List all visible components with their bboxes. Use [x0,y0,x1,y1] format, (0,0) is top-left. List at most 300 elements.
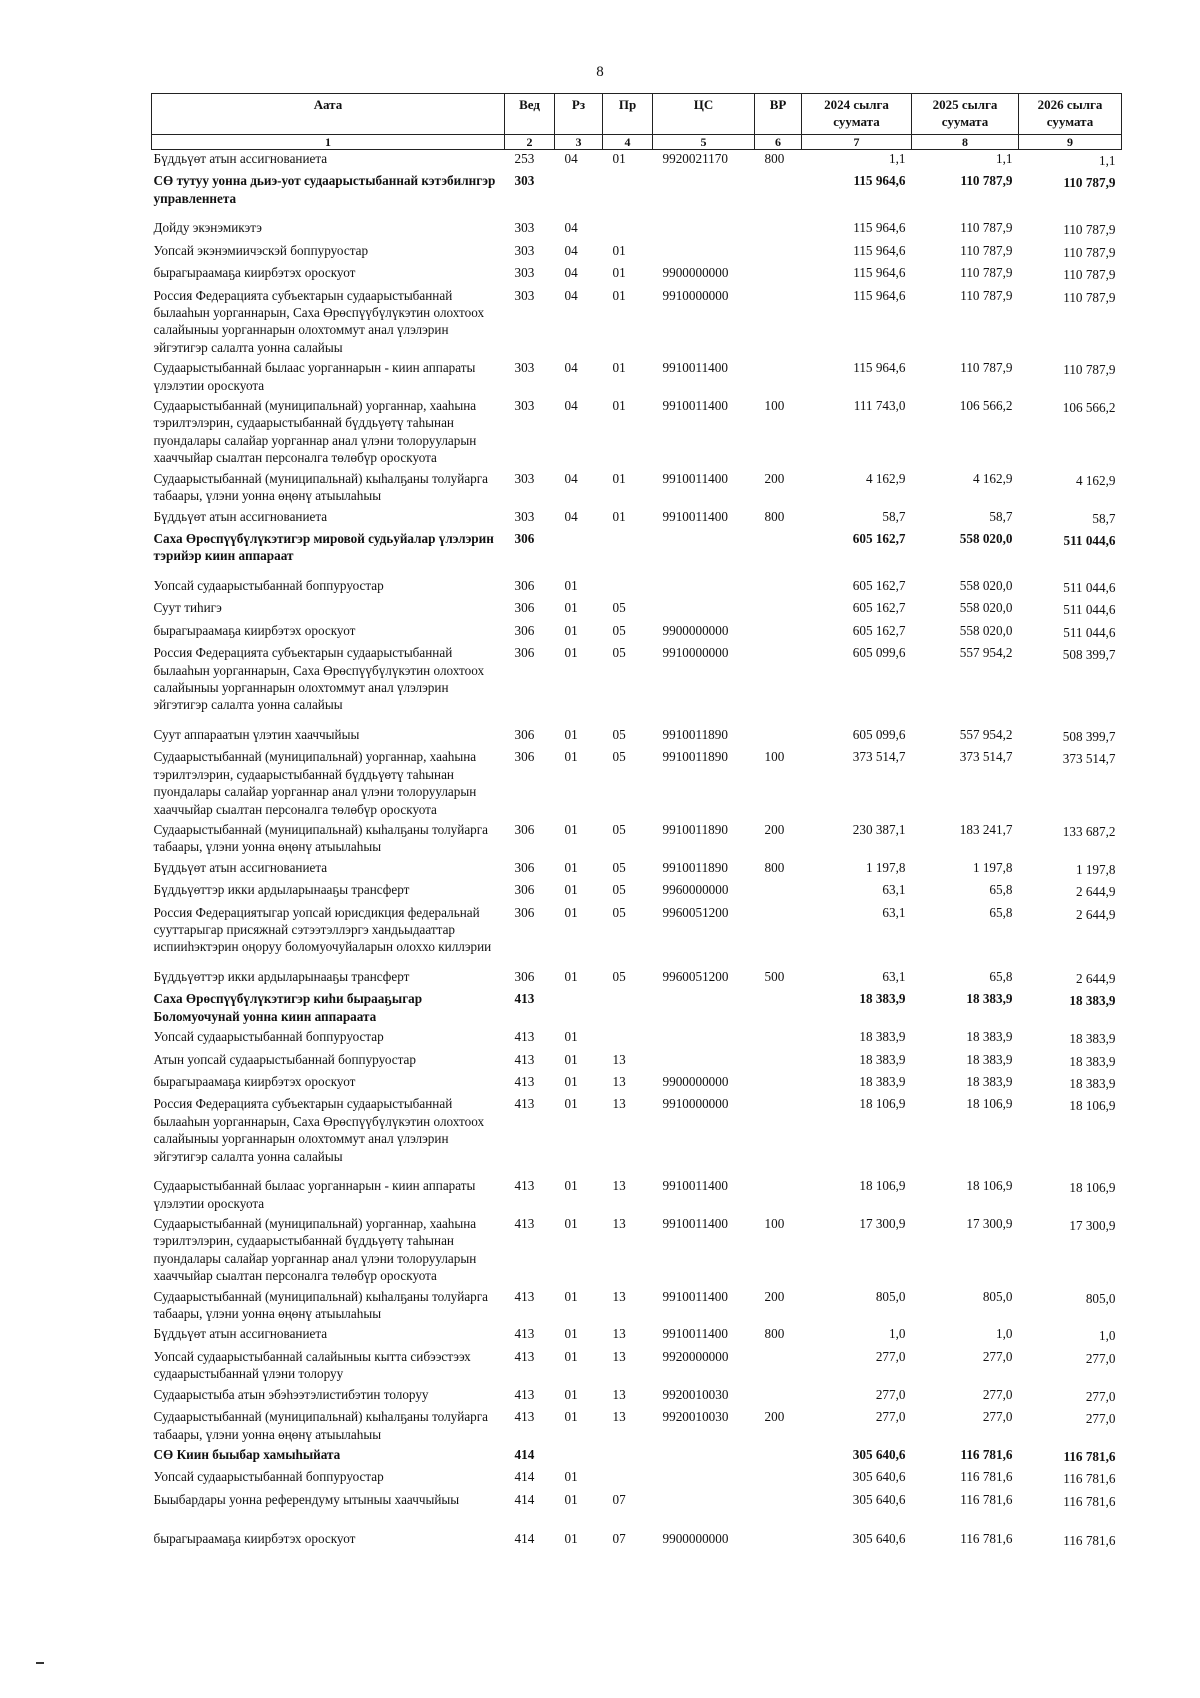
row-amount-2025: 18 383,9 [966,991,1013,1007]
row-amount-2024: 115 964,6 [853,173,906,189]
row-name: Судаарыстыбаннай былаас уорганнарын - киин аппараты үлэлэтии ороскуота [153,360,476,393]
table-row [152,1095,1122,1177]
table-row [152,530,1122,577]
row-ved: 253 [514,151,535,166]
row-ved: 413 [514,1409,535,1425]
row-cs [653,1446,755,1468]
row-name: бырагыраамаҕа киирбэтэх ороскуот [153,622,356,638]
row-rz: 01 [564,726,578,742]
row-amount-2024: 115 964,6 [853,220,906,236]
row-name: бырагыраамаҕа киирбэтэх ороскуот [153,265,356,281]
row-amount-2026: 1,0 [1099,1328,1116,1344]
row-name: Бүддьүөт атын ассигнованиета [153,1326,328,1342]
row-amount-2025: 558 020,0 [959,600,1013,616]
row-amount-2026: 133 687,2 [1062,823,1116,839]
row-ved: 306 [514,904,535,920]
row-pr: 13 [612,1409,626,1425]
row-cs [653,172,755,219]
row-cs: 9920010030 [662,1409,729,1425]
col-header-rz: Рз [555,94,603,135]
row-pr [603,530,653,577]
row-cs: 9910011400 [662,1215,728,1231]
col-number: 1 [152,135,505,150]
margin-mark [36,1662,44,1664]
col-number: 3 [555,135,603,150]
row-ved: 413 [514,1215,535,1231]
row-pr [603,1468,653,1490]
table-body [152,150,1122,1553]
row-pr: 05 [612,600,626,616]
row-vr [755,264,802,286]
row-name: Суут тиһигэ [153,600,222,616]
row-rz: 04 [564,265,578,281]
row-amount-2024: 605 099,6 [852,645,906,661]
row-ved: 303 [514,360,535,376]
table-row [152,1491,1122,1530]
row-cs: 9920021170 [662,151,728,166]
row-name: СӨ тутуу уонна дьиэ-уот судаарыстыбаннай кэтэбилнгэр управленнета [153,173,496,206]
row-name: Уопсай судаарыстыбаннай боппуруостар [153,577,384,593]
row-rz: 01 [564,968,578,984]
table-row [152,172,1122,219]
row-ved: 413 [514,1288,535,1304]
row-rz: 01 [564,645,578,661]
row-rz: 01 [564,749,578,765]
row-cs: 9900000000 [662,1531,729,1547]
row-amount-2026: 373 514,7 [1062,751,1116,767]
row-pr: 01 [612,242,626,258]
row-vr [755,1348,802,1386]
table-row [152,599,1122,621]
row-amount-2026: 18 383,9 [1069,1075,1116,1091]
row-amount-2026: 58,7 [1092,510,1116,526]
row-amount-2026: 277,0 [1085,1350,1116,1366]
row-amount-2025: 277,0 [982,1386,1013,1402]
row-amount-2026: 110 787,9 [1063,362,1116,378]
table-row [152,242,1122,264]
row-cs: 9910011890 [662,749,728,765]
row-pr: 13 [612,1386,626,1402]
row-amount-2026: 116 781,6 [1063,1471,1116,1487]
row-pr: 13 [612,1326,626,1342]
row-vr [755,1491,802,1530]
row-name: Россия Федерациятыгар уопсай юрисдикция федеральнай сууттарыгар присяжнай сэтээтэллэргэ хандьыдааттар испииһэктэрин оңоруу боломуочуйаларын олоххо киллэрии [153,904,492,955]
row-name: Россия Федерацията субъектарын судаарыстыбаннай былааһын уорганнарын, Саха Өрөспүүбүлүкэтин олохтоох салайыныы уорганнарын олохтоммут анал үлэлэрин эйгэтигэр салалта уонна салайыы [153,645,485,713]
row-amount-2026: 18 383,9 [1069,993,1116,1009]
row-amount-2026: 106 566,2 [1062,400,1116,416]
row-amount-2026: 18 106,9 [1069,1098,1116,1114]
row-amount-2024: 805,0 [875,1288,906,1304]
table-row [152,1028,1122,1050]
row-ved: 414 [514,1447,535,1462]
row-amount-2024: 605 162,7 [852,600,906,616]
row-pr: 01 [612,265,626,281]
row-pr: 05 [612,968,626,984]
row-rz: 01 [564,1215,578,1231]
row-vr [755,1446,802,1468]
row-rz: 01 [564,1288,578,1304]
row-ved: 306 [514,726,535,742]
row-amount-2026: 18 383,9 [1069,1053,1116,1069]
row-vr [755,1028,802,1050]
row-rz [555,530,603,577]
row-vr [755,242,802,264]
row-vr [755,577,802,599]
row-pr [603,1446,653,1468]
col-number: 4 [603,135,653,150]
table-row [152,726,1122,748]
row-vr [755,622,802,644]
row-amount-2024: 305 640,6 [852,1447,906,1462]
row-amount-2025: 58,7 [989,508,1013,524]
row-cs: 9910000000 [662,645,729,661]
row-vr [755,726,802,748]
row-rz: 01 [564,1178,578,1194]
row-pr: 01 [612,360,626,376]
row-name: Бүддьүөттэр икки ардыларынааҕы трансферт [153,968,410,984]
row-amount-2025: 277,0 [982,1409,1013,1425]
row-cs: 9910011400 [662,1178,728,1194]
row-cs: 9910011890 [662,726,728,742]
row-vr [755,1468,802,1490]
row-cs [653,1051,755,1073]
row-rz: 01 [564,1491,578,1507]
row-rz: 01 [564,821,578,837]
row-amount-2024: 1 197,8 [865,859,906,875]
row-amount-2025: 110 787,9 [960,173,1013,189]
row-rz: 04 [564,360,578,376]
table-row [152,1386,1122,1408]
row-amount-2026: 2 644,9 [1075,970,1116,986]
row-cs: 9900000000 [662,265,729,281]
row-amount-2025: 18 383,9 [966,1051,1013,1067]
row-pr: 07 [612,1491,626,1507]
row-vr [755,1386,802,1408]
row-amount-2024: 305 640,6 [852,1491,906,1507]
row-amount-2024: 305 640,6 [852,1469,906,1485]
row-pr: 13 [612,1051,626,1067]
row-amount-2024: 18 383,9 [859,1051,906,1067]
row-ved: 413 [514,1096,535,1112]
row-cs [653,577,755,599]
row-vr [755,1177,802,1215]
row-vr: 800 [764,859,785,875]
row-rz: 01 [564,577,578,593]
row-cs: 9910011400 [662,398,728,414]
row-vr: 800 [764,1326,785,1342]
row-amount-2025: 106 566,2 [959,398,1013,414]
row-cs: 9960051200 [662,968,729,984]
table-row [152,748,1122,821]
row-amount-2025: 557 954,2 [959,645,1013,661]
row-vr [755,1095,802,1177]
row-rz: 01 [564,600,578,616]
row-amount-2026: 110 787,9 [1063,267,1116,283]
row-cs: 9960000000 [662,882,729,898]
table-row [152,287,1122,360]
row-pr: 05 [612,904,626,920]
header-row [152,94,1122,135]
row-amount-2025: 65,8 [989,968,1013,984]
row-amount-2024: 605 162,7 [852,531,906,547]
table-row [152,968,1122,990]
row-pr: 13 [612,1073,626,1089]
row-amount-2025: 17 300,9 [966,1215,1013,1231]
row-pr: 05 [612,622,626,638]
row-amount-2026: 277,0 [1085,1388,1116,1404]
row-ved: 303 [514,242,535,258]
row-amount-2026: 110 787,9 [1063,244,1116,260]
row-ved: 303 [514,220,535,236]
row-ved: 303 [514,173,535,189]
row-pr: 01 [612,151,626,166]
row-name: Судаарыстыбаннай былаас уорганнарын - киин аппараты үлэлэтии ороскуота [153,1178,476,1211]
table-row [152,1073,1122,1095]
row-pr: 05 [612,645,626,661]
row-rz: 04 [564,470,578,486]
row-amount-2026: 110 787,9 [1063,289,1116,305]
row-amount-2025: 110 787,9 [960,220,1013,236]
row-amount-2025: 277,0 [982,1348,1013,1364]
row-pr: 01 [612,287,626,303]
row-cs: 9920010030 [662,1386,729,1402]
row-vr [755,644,802,726]
table-row [152,622,1122,644]
row-amount-2025: 116 781,6 [960,1531,1013,1547]
row-rz: 01 [564,1073,578,1089]
row-rz: 01 [564,882,578,898]
table-row [152,397,1122,470]
row-rz: 01 [564,904,578,920]
col-header-vr: ВР [755,94,802,135]
col-number: 5 [653,135,755,150]
row-amount-2024: 115 964,6 [853,265,906,281]
row-amount-2024: 63,1 [882,968,906,984]
row-amount-2024: 111 743,0 [853,398,906,414]
row-name: Уопсай судаарыстыбаннай боппуруостар [153,1469,384,1485]
row-amount-2024: 115 964,6 [853,287,906,303]
table-row [152,1446,1122,1468]
row-name: Судаарыстыбаннай (муниципальнай) уорганнар, хааһына тэрилтэлэрин, судаарыстыбаннай бүддьүөтү таһынан пуондалары салайар уорганнар анал үлэни толорууларын хааччыйар сыалтан персоналга төлөбүр ороскуота [153,749,477,817]
row-amount-2025: 1,1 [996,151,1013,166]
row-amount-2026: 511 044,6 [1063,624,1116,640]
row-amount-2024: 277,0 [875,1348,906,1364]
budget-table [151,93,1122,1553]
row-name: Судаарыстыбаннай (муниципальнай) кыһалҕаны толуйарга табаары, үлэни уонна өңөнү атыылаһыы [153,1288,489,1322]
row-vr [755,1530,802,1552]
row-name: Россия Федерацията субъектарын судаарыстыбаннай былааһын уорганнарын, Саха Өрөспүүбүлүкэтин олохтоох салайыныы уорганнарын олохтоммут анал үлэлэрин эйгэтигэр салалта уонна салайыы [153,287,485,355]
table-row [152,1408,1122,1446]
row-name: Быыбардары уонна референдуму ытыныы хааччыйыы [153,1491,460,1507]
row-rz [555,1446,603,1468]
row-name: Бүддьүөт атын ассигнованиета [153,508,328,524]
row-amount-2025: 805,0 [982,1288,1013,1304]
row-amount-2026: 110 787,9 [1063,175,1116,191]
row-rz: 01 [564,1469,578,1485]
row-name: Дойду экэнэмикэтэ [153,220,262,236]
row-amount-2026: 116 781,6 [1063,1493,1116,1509]
row-cs: 9910011400 [662,360,728,376]
table-row [152,990,1122,1028]
row-cs [653,1491,755,1530]
row-amount-2025: 110 787,9 [960,265,1013,281]
row-amount-2025: 65,8 [989,882,1013,898]
row-amount-2024: 605 162,7 [852,622,906,638]
row-amount-2025: 18 383,9 [966,1029,1013,1045]
row-ved: 306 [514,882,535,898]
col-number: 8 [912,135,1019,150]
row-vr: 800 [764,508,785,524]
row-rz: 04 [564,398,578,414]
row-rz: 01 [564,1409,578,1425]
row-name: Судаарыстыбаннай (муниципальнай) уорганнар, хааһына тэрилтэлэрин, судаарыстыбаннай бүддьүөтү таһынан пуондалары салайар уорганнар анал үлэни толорууларын хааччыйар сыалтан персоналга төлөбүр ороскуота [153,1215,477,1284]
row-amount-2026: 4 162,9 [1075,472,1116,488]
table-row [152,904,1122,968]
table-row [152,1530,1122,1552]
row-vr: 100 [764,1215,785,1231]
table-row [152,859,1122,881]
row-ved: 306 [514,645,535,661]
row-amount-2024: 230 387,1 [852,821,906,837]
row-ved: 413 [514,1073,535,1089]
row-vr [755,904,802,968]
row-vr: 200 [764,470,785,486]
row-cs: 9910011400 [662,1326,728,1342]
row-rz: 01 [564,859,578,875]
row-amount-2024: 63,1 [882,904,906,920]
row-amount-2024: 605 099,6 [852,726,906,742]
row-ved: 303 [514,265,535,281]
table-row [152,1177,1122,1215]
row-amount-2026: 2 644,9 [1075,906,1116,922]
row-ved: 413 [514,1386,535,1402]
row-cs [653,990,755,1028]
row-ved: 303 [514,470,535,486]
row-pr: 07 [612,1531,626,1547]
row-ved: 413 [514,991,535,1007]
row-vr [755,1073,802,1095]
row-amount-2025: 558 020,0 [959,531,1013,547]
row-cs: 9960051200 [662,904,729,920]
row-ved: 303 [514,287,535,303]
row-cs: 9910011400 [662,470,728,486]
row-amount-2025: 116 781,6 [960,1491,1013,1507]
col-header-name: Аата [152,94,505,135]
row-amount-2024: 18 383,9 [859,991,906,1007]
row-rz: 01 [564,1531,578,1547]
row-pr [603,1028,653,1050]
row-vr: 800 [764,151,785,166]
row-name: Уопсай судаарыстыбаннай салайыныы кытта сибээстээх судаарыстыбаннай үлэни толоруу [153,1348,471,1382]
row-ved: 306 [514,622,535,638]
row-pr: 13 [612,1178,626,1194]
col-header-cs: ЦС [653,94,755,135]
row-pr: 01 [612,508,626,524]
row-rz: 01 [564,1326,578,1342]
row-ved: 306 [514,749,535,765]
row-ved: 413 [514,1029,535,1045]
table-row [152,219,1122,241]
row-pr: 13 [612,1348,626,1364]
row-cs [653,242,755,264]
row-amount-2026: 508 399,7 [1062,728,1116,744]
row-name: Атын уопсай судаарыстыбаннай боппуруостар [153,1051,416,1067]
row-cs: 9900000000 [662,1073,729,1089]
page-number: 8 [596,64,604,80]
row-rz: 01 [564,1386,578,1402]
row-amount-2026: 511 044,6 [1063,579,1116,595]
row-rz: 01 [564,622,578,638]
row-name: Судаарыстыбаннай (муниципальнай) кыһалҕаны толуйарга табаары, үлэни уонна өңөнү атыылаһыы [153,470,489,504]
row-name: Судаарыстыбаннай (муниципальнай) кыһалҕаны толуйарга табаары, үлэни уонна өңөнү атыылаһыы [153,1409,489,1442]
row-amount-2025: 4 162,9 [972,470,1013,486]
row-amount-2026: 805,0 [1085,1290,1116,1306]
row-amount-2024: 1,0 [889,1326,906,1342]
row-amount-2024: 605 162,7 [852,577,906,593]
table-row [152,1051,1122,1073]
table-row [152,1288,1122,1326]
table-row [152,1468,1122,1490]
row-ved: 414 [514,1469,535,1485]
row-pr [603,172,653,219]
row-name: Бүддьүөт атын ассигнованиета [153,859,328,875]
row-vr: 200 [764,1288,785,1304]
row-name: Судаарыстыбаннай (муниципальнай) кыһалҕаны толуйарга табаары, үлэни уонна өңөнү атыылаһыы [153,821,489,855]
row-amount-2025: 65,8 [989,904,1013,920]
row-ved: 303 [514,398,535,414]
row-ved: 306 [514,577,535,593]
row-amount-2025: 183 241,7 [959,821,1013,837]
col-header-2026: 2026 сылга суумата [1019,94,1122,135]
row-pr: 01 [612,398,626,414]
row-rz: 04 [564,242,578,258]
row-vr: 100 [764,749,785,765]
row-cs: 9900000000 [662,622,729,638]
col-number: 2 [505,135,555,150]
row-amount-2026: 116 781,6 [1063,1449,1116,1464]
row-ved: 306 [514,859,535,875]
row-pr: 13 [612,1215,626,1231]
table-row [152,1215,1122,1288]
row-cs [653,530,755,577]
row-rz: 04 [564,508,578,524]
row-ved: 303 [514,508,535,524]
row-amount-2024: 277,0 [875,1386,906,1402]
row-amount-2024: 115 964,6 [853,242,906,258]
col-header-2025: 2025 сылга суумата [912,94,1019,135]
row-amount-2025: 18 383,9 [966,1073,1013,1089]
row-name: Уопсай судаарыстыбаннай боппуруостар [153,1029,384,1045]
row-amount-2026: 18 106,9 [1069,1180,1116,1196]
row-amount-2024: 58,7 [882,508,906,524]
row-cs: 9910000000 [662,287,729,303]
row-vr [755,359,802,397]
row-amount-2024: 373 514,7 [852,749,906,765]
row-vr [755,219,802,241]
row-ved: 413 [514,1348,535,1364]
row-vr: 100 [764,398,785,414]
table-row [152,470,1122,508]
row-amount-2025: 558 020,0 [959,622,1013,638]
row-pr: 13 [612,1096,626,1112]
row-pr: 01 [612,470,626,486]
row-pr: 05 [612,859,626,875]
row-amount-2024: 18 383,9 [859,1029,906,1045]
row-amount-2025: 373 514,7 [959,749,1013,765]
row-amount-2025: 557 954,2 [959,726,1013,742]
row-amount-2025: 1 197,8 [972,859,1013,875]
row-cs [653,599,755,621]
